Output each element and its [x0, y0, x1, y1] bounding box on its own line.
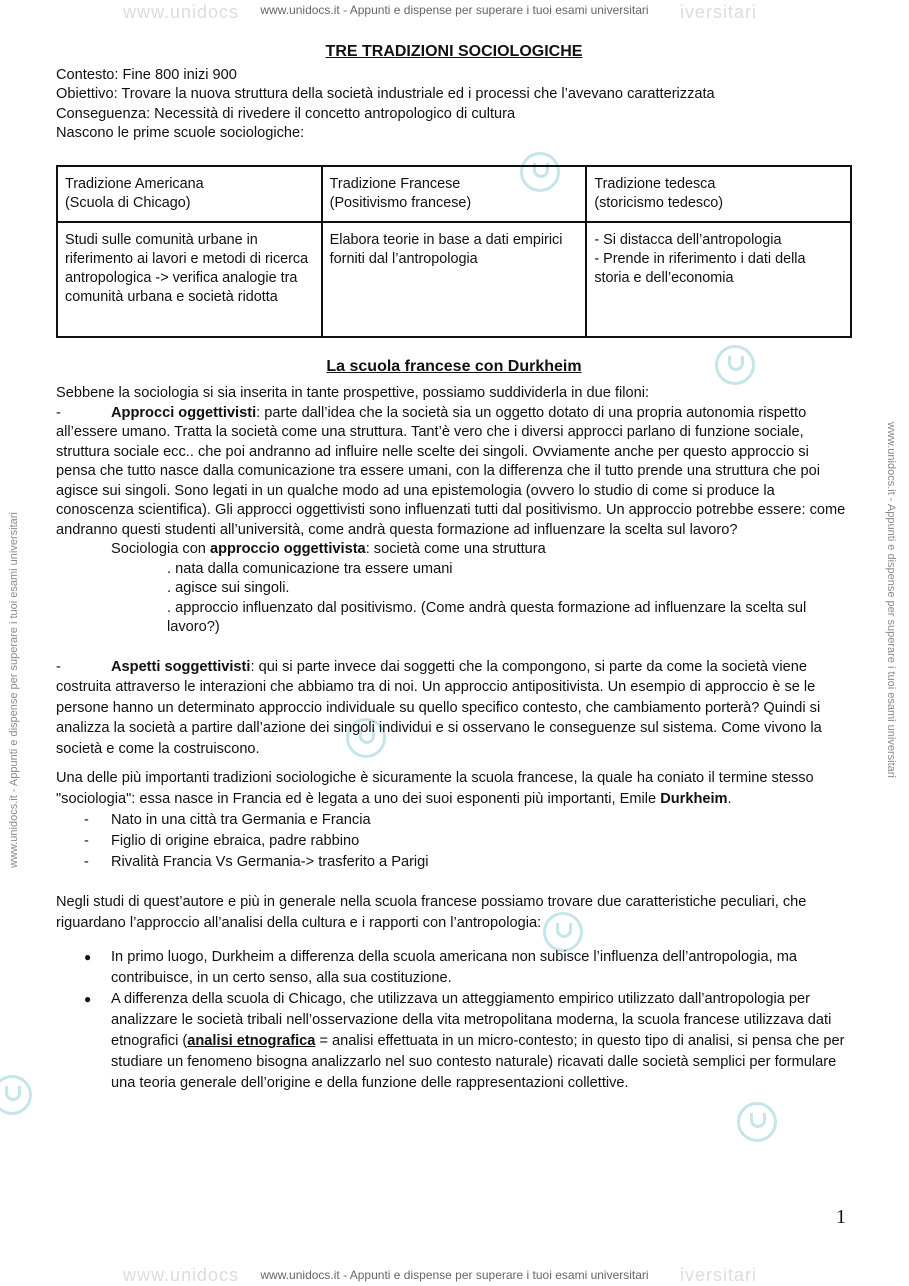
durkheim-facts-list — [56, 810, 852, 873]
watermark-right-side: www.unidocs.it - Appunti e dispense per superare i tuoi esami universitari — [885, 422, 897, 778]
table-header-cell — [322, 166, 587, 222]
oggettivista-point: . nata dalla comunicazione tra essere umani — [167, 560, 453, 577]
bullet-text: In primo luogo, Durkheim a differenza della scuola americana non subisce l’influenza dell’antropologia, ma contribuisce, in un certo senso, alla sua costituzione. — [111, 949, 798, 986]
header-tradition-school: (storicismo tedesco) — [594, 194, 724, 211]
durkheim-end: . — [727, 791, 732, 807]
bullet-icon: ● — [84, 950, 92, 964]
list-item — [56, 989, 852, 1094]
section-title: La scuola francese con Durkheim — [326, 357, 582, 375]
header-tradition-school: (Scuola di Chicago) — [65, 194, 191, 211]
spacer — [56, 873, 852, 892]
paragraph-intro: Sebbene la sociologia si sia inserita in tante prospettive, possiamo suddividerla in due filoni: — [56, 385, 650, 401]
spacer — [56, 638, 852, 657]
unidocs-logo-icon — [0, 1075, 32, 1115]
watermark-faint-bottom-right: iversitari — [680, 1265, 758, 1285]
durkheim-paragraph — [56, 768, 852, 810]
list-item — [56, 947, 852, 989]
list-dash: - — [56, 404, 61, 421]
soggettivisti-paragraph — [56, 657, 852, 760]
table-cell: - Si distacca dell’antropologia - Prende in riferimento i dati della storia e dell’economia — [586, 222, 851, 337]
intro-contesto: Contesto: Fine 800 inizi 900 — [56, 66, 237, 83]
summary-suffix: : società come una struttura — [365, 541, 546, 557]
watermark-footer[interactable]: www.unidocs.it - Appunti e dispense per superare i tuoi esami universitari — [260, 1268, 649, 1282]
header-tradition-name: Tradizione tedesca — [594, 175, 716, 192]
table-header-row — [57, 166, 851, 222]
summary-prefix: Sociologia con — [111, 541, 210, 557]
spacer — [56, 934, 852, 947]
page-title: TRE TRADIZIONI SOCIOLOGICHE — [325, 43, 583, 60]
spacer — [56, 759, 852, 768]
document-body — [56, 42, 852, 1094]
header-tradition-name: Tradizione Francese — [329, 175, 461, 192]
oggettivista-point: . approccio influenzato dal positivismo. (Come andrà questa formazione ad influenzare la scelta sul lavoro?) — [167, 599, 807, 635]
watermark-faint-top-left: www.unidocs — [123, 2, 240, 22]
unidocs-logo-icon — [737, 1102, 777, 1142]
intro-obiettivo: Obiettivo: Trovare la nuova struttura della società industriale ed i processi che l’avevano caratterizzata — [56, 86, 715, 102]
studies-paragraph: Negli studi di quest’autore e più in generale nella scuola francese possiamo trovare due caratteristiche peculiari, che riguardano l’approccio all’analisi della cultura e i rapporti con l’antropologia: — [56, 894, 807, 931]
table-header-cell — [586, 166, 851, 222]
characteristics-list — [56, 947, 852, 1094]
intro-conseguenza: Conseguenza: Necessità di rivedere il concetto antropologico di cultura — [56, 105, 516, 122]
oggettivisti-text: : parte dall’idea che la società sia un oggetto dotato di una propria autonomia rispetto all’essere umano. Tratta la società come una struttura. Tant’è vero che i diversi approcci parlano di funzione sociale, struttura sociale ecc.. che poi andranno ad influire nelle scelte dei singoli. Ovviamente anche per questo approccio si pensa che tutto nasce dalla comunicazione tra essere umani, con la differenza che il tutto prende una struttura che poi agisce sui singoli. Sono legati in un qualche modo ad una epistemologia (ovvero lo studio di come si produce la conoscenza scientifica). Gli approcci oggettivisti sono influenzati tutti dal positivismo. Un approccio potrebbe essere: come andranno questi studenti all’università, come andrà questa formazione ad influenzare la scelta sul lavoro? — [56, 404, 846, 538]
oggettivista-summary — [56, 540, 852, 560]
header-tradition-name: Tradizione Americana — [65, 175, 204, 192]
soggettivisti-text: : qui si parte invece dai soggetti che la compongono, si parte da come la società viene costruita attraverso le interazioni che abbiamo tra di noi. Un approccio antipositivista. Un esempio di approccio è se le persone hanno un determinato approccio individuale su quello specifico contesto, che cambiamento porterà? Quindi si analizza la società a partire dall’azione dei singoli individui e si osservano le conseguenze sul sistema. Come vivono la società e come la costruiscono. — [56, 658, 822, 757]
bullet-text: A differenza della scuola di Chicago, che utilizzava un atteggiamento empirico utilizzato dall’antropologia per analizzare le società tribali nell’osservazione della vita metropolitana moderna, la scuola francese utilizzava dati etnografici ( — [111, 991, 832, 1049]
watermark-faint-top-right: iversitari — [680, 2, 758, 22]
table-header-cell — [57, 166, 322, 222]
list-item: - Figlio di origine ebraica, padre rabbino — [56, 831, 852, 852]
watermark-faint-bottom-left: www.unidocs — [123, 1265, 240, 1285]
oggettivisti-paragraph — [56, 404, 852, 541]
term-analisi-etnografica: analisi etnografica — [187, 1033, 316, 1049]
term-approccio-oggettivista: approccio oggettivista — [209, 541, 366, 557]
watermark-left-side: www.unidocs.it - Appunti e dispense per superare i tuoi esami universitari — [8, 512, 20, 868]
header-tradition-school: (Positivismo francese) — [329, 194, 472, 211]
page-number: 1 — [836, 1206, 846, 1228]
list-dash: - — [56, 658, 61, 675]
table-cell: Elabora teorie in base a dati empirici forniti dal l’antropologia — [322, 222, 587, 337]
term-approcci-oggettivisti: Approcci oggettivisti — [111, 404, 257, 421]
intro-nascono: Nascono le prime scuole sociologiche: — [56, 125, 305, 141]
term-aspetti-soggettivisti: Aspetti soggettivisti — [111, 658, 251, 675]
table-cell: Studi sulle comunità urbane in riferimento ai lavori e metodi di ricerca antropologica -> verifica analogie tra comunità urbana e società ridotta — [57, 222, 322, 337]
table-row — [57, 222, 851, 337]
oggettivista-point: . agisce sui singoli. — [167, 580, 290, 596]
bullet-icon: ● — [84, 992, 92, 1006]
bullet-text: = analisi effettuata in un micro-contesto; in questo tipo di analisi, si pensa che per studiare un fenomeno bisogna analizzarlo nel suo contesto naturale) ricavati dalle società semplici per formulare una teoria generale dell’origine e della funzione delle rappresentazioni collettive. — [111, 1033, 845, 1091]
watermark-header[interactable]: www.unidocs.it - Appunti e dispense per superare i tuoi esami universitari — [260, 3, 649, 17]
durkheim-text: Una delle più importanti tradizioni sociologiche è sicuramente la scuola francese, la quale ha coniato il termine stesso "sociologia": essa nasce in Francia ed è legata a uno dei suoi esponenti più importanti, Emile — [56, 770, 814, 807]
traditions-table — [56, 165, 852, 338]
list-item: - Nato in una città tra Germania e Francia — [56, 810, 852, 831]
list-item: - Rivalità Francia Vs Germania-> trasferito a Parigi — [56, 852, 852, 873]
durkheim-name: Durkheim — [660, 791, 728, 807]
